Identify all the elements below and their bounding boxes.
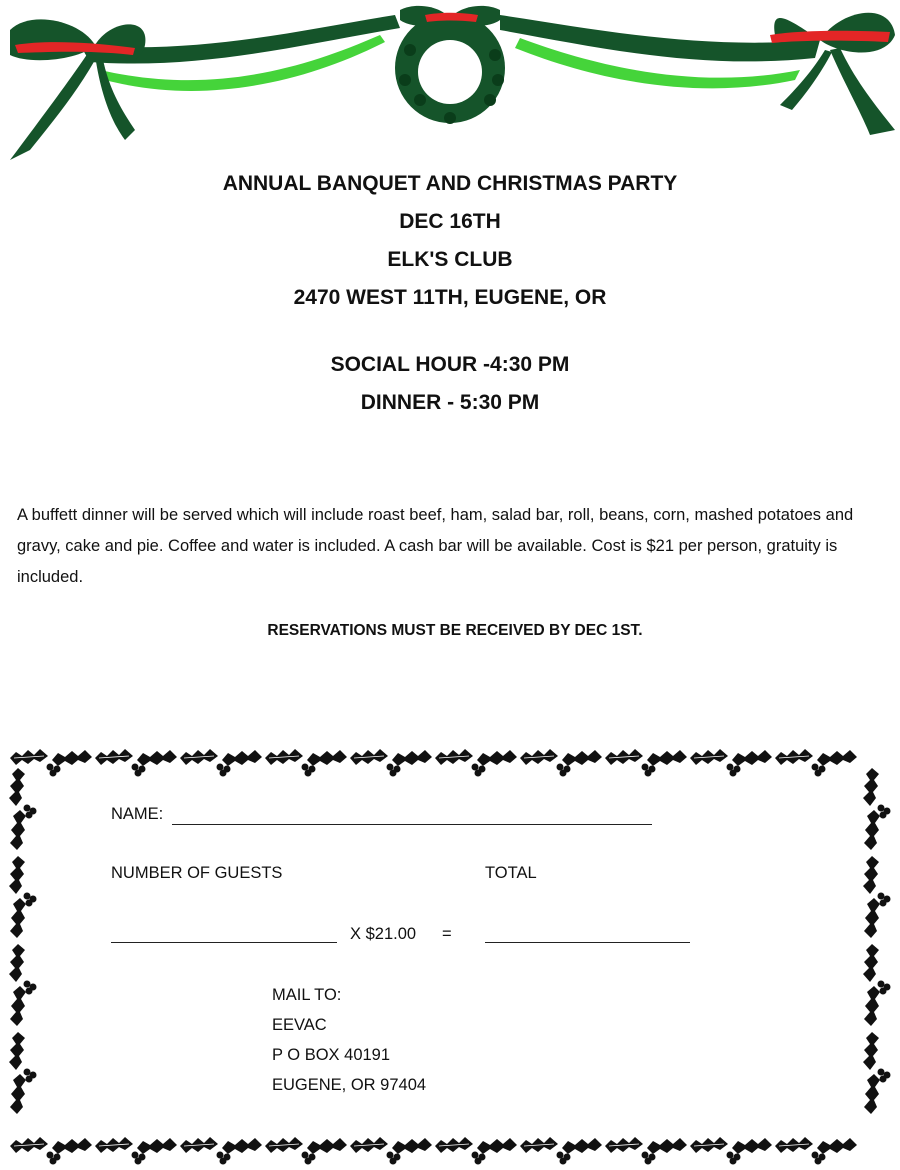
reservation-deadline: RESERVATIONS MUST BE RECEIVED BY DEC 1ST. [267,622,643,639]
event-address: 2470 WEST 11TH, EUGENE, OR [293,286,607,309]
name-field[interactable] [172,824,652,825]
mail-to-label: MAIL TO: [272,986,342,1004]
total-label: TOTAL [485,864,537,882]
dinner-description: A buffett dinner will be served which will include roast beef, ham, salad bar, roll, beans, corn, mashed potatoes and gravy, cake and pie. Coffee and water is included. A cash bar will be available. Cost is $21 per person, gratuity is included. [17,506,854,586]
mailing-address [272,980,426,1100]
event-date: DEC 16TH [399,210,501,233]
garland-wreath-icon [0,0,900,165]
mail-org: EEVAC [272,1016,327,1034]
equals-sign: = [442,925,452,943]
event-venue: ELK'S CLUB [387,248,513,271]
guests-label: NUMBER OF GUESTS [111,864,283,882]
dinner-time: DINNER - 5:30 PM [360,391,540,414]
guests-field[interactable] [111,942,337,943]
mail-po-box: P O BOX 40191 [272,1046,391,1064]
price-multiplier: X $21.00 [350,925,417,943]
event-title: ANNUAL BANQUET AND CHRISTMAS PARTY [222,172,678,195]
name-label: NAME: [111,805,164,823]
total-field[interactable] [485,942,690,943]
social-hour-time: SOCIAL HOUR -4:30 PM [330,353,570,376]
holly-border-icon [0,738,900,1170]
mail-city: EUGENE, OR 97404 [272,1076,427,1094]
